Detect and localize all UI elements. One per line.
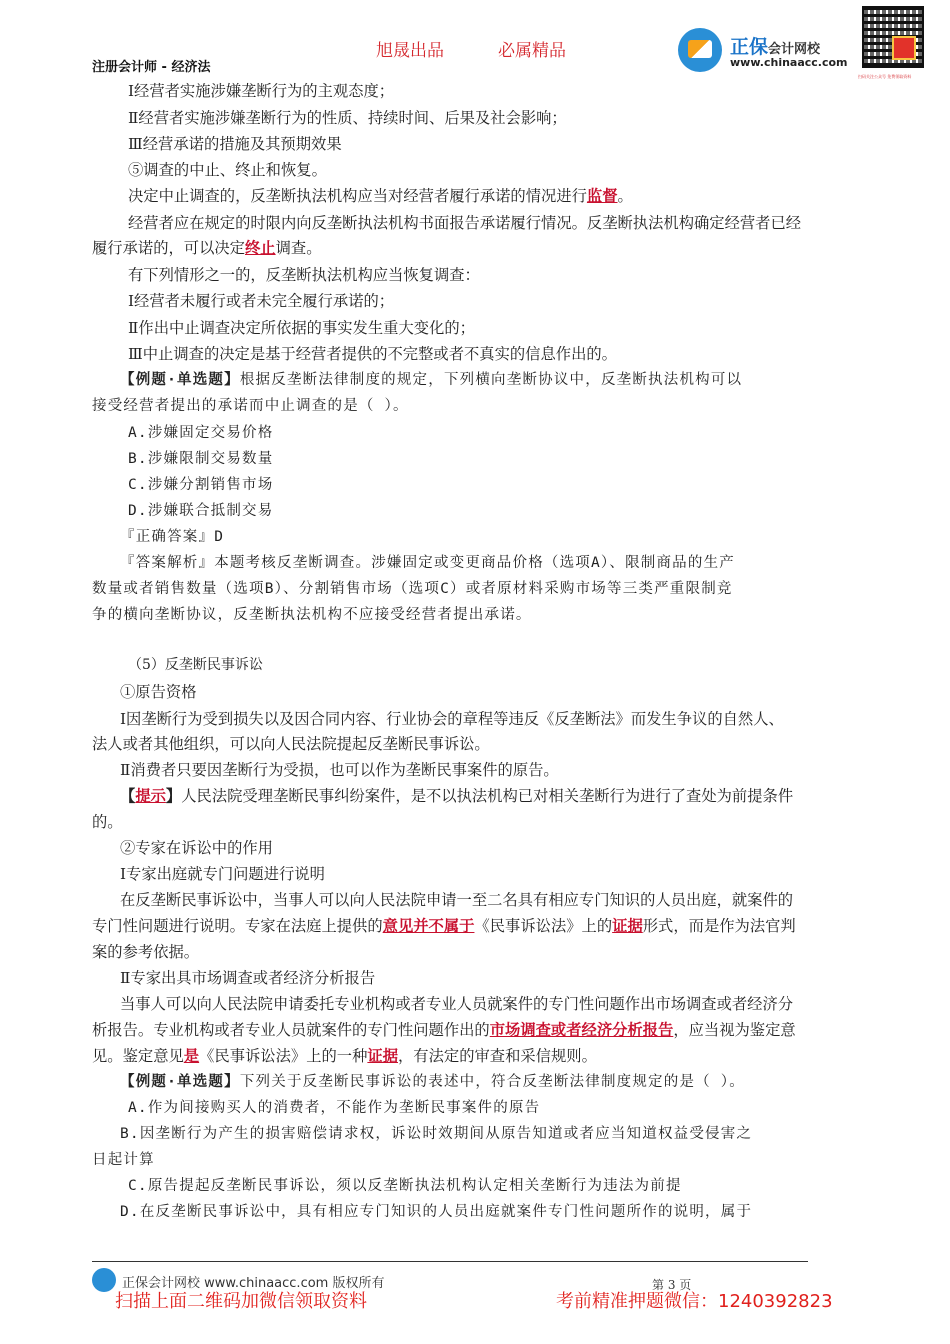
- text-span: ，有法定的审查和采信规则。: [398, 1047, 597, 1065]
- text-line: Ⅱ经营者实施涉嫌垄断行为的性质、持续时间、后果及社会影响；: [128, 109, 567, 127]
- qr-badge-icon: [892, 36, 916, 60]
- answer-explanation: 『答案解析』本题考核反垄断调查。涉嫌固定或变更商品价格（选项A）、限制商品的生产: [120, 555, 735, 571]
- text-line: 法人或者其他组织，可以向人民法院提起反垄断民事诉讼。: [92, 735, 490, 753]
- highlight-terminate: 终止: [244, 239, 276, 257]
- correct-answer: 『正确答案』D: [120, 529, 225, 545]
- option-b: B.因垄断行为产生的损害赔偿请求权，诉讼时效期间从原告知道或者应当知道权益受侵害之: [120, 1126, 753, 1142]
- text-span: 。: [617, 187, 633, 205]
- footer-logo-icon: [92, 1268, 116, 1292]
- text-span: 《民事诉讼法》上的一种: [199, 1047, 368, 1065]
- footer-divider: [92, 1261, 808, 1262]
- text-line: Ⅲ经营承诺的措施及其预期效果: [128, 135, 342, 153]
- text-line: [92, 1018, 796, 1040]
- text-span: 履行承诺的，可以决定: [92, 239, 245, 257]
- highlight-not-evidence: 意见并不属于: [382, 917, 475, 935]
- text-line: Ⅰ专家出庭就专门问题进行说明: [120, 865, 325, 883]
- text-line: Ⅲ中止调查的决定是基于经营者提供的不完整或者不真实的信息作出的。: [128, 345, 617, 363]
- tip-line: [120, 784, 793, 806]
- text-line: [92, 1044, 597, 1066]
- text-line: Ⅰ因垄断行为受到损失以及因合同内容、行业协会的章程等违反《反垄断法》而发生争议的自然人、: [120, 710, 784, 728]
- option-a: A.涉嫌固定交易价格: [128, 425, 274, 441]
- text-line: Ⅰ经营者实施涉嫌垄断行为的主观态度；: [128, 82, 395, 100]
- chinaacc-logo[interactable]: [678, 28, 858, 76]
- text-span: 形式，而是作为法官判: [642, 917, 796, 935]
- qr-caption: 扫码关注公众号 免费领取资料: [858, 74, 912, 79]
- option-d: D.在反垄断民事诉讼中，具有相应专门知识的人员出庭就案件专门性问题所作的说明，属于: [120, 1204, 753, 1220]
- text-span: 人民法院受理垄断民事纠纷案件，是不以执法机构已对相关垄断行为进行了查处为前提条件: [181, 787, 794, 805]
- text-line: Ⅰ经营者未履行或者未完全履行承诺的；: [128, 292, 395, 310]
- text-line: 案的参考依据。: [92, 943, 200, 961]
- logo-suffix: 会计网校: [768, 42, 821, 57]
- text-span: 【: [120, 787, 136, 805]
- text-line: 经营者应在规定的时限内向反垄断执法机构书面报告承诺履行情况。反垄断执法机构确定经营者已经: [128, 214, 802, 232]
- text-line: 在反垄断民事诉讼中，当事人可以向人民法院申请一至二名具有相应专门知识的人员出庭，就案件的: [120, 891, 794, 909]
- text-line: Ⅱ消费者只要因垄断行为受损，也可以作为垄断民事案件的原告。: [120, 761, 559, 779]
- footer-copyright: 正保会计网校 www.chinaacc.com 版权所有: [122, 1276, 385, 1291]
- wechat-banner-left: 扫描上面二维码加微信领取资料: [115, 1291, 367, 1312]
- highlight-supervision: 监督: [586, 187, 618, 205]
- option-a: A.作为间接购买人的消费者，不能作为垄断民事案件的原告: [128, 1100, 541, 1116]
- text-line: ⑤调查的中止、终止和恢复。: [128, 161, 327, 179]
- page-number: 第 3 页: [652, 1278, 692, 1292]
- text-line: 有下列情形之一的，反垄断执法机构应当恢复调查：: [128, 266, 480, 284]
- question-tag: 【例题·单选题】: [120, 1074, 240, 1090]
- section-title: （5）反垄断民事诉讼: [128, 657, 263, 673]
- wechat-banner-right: 考前精准押题微信：1240392823: [556, 1291, 833, 1312]
- logo-name: 正保: [730, 36, 769, 58]
- question-2-stem: [120, 1070, 745, 1091]
- text-span: ，应当视为鉴定意: [673, 1021, 796, 1039]
- text-line: 当事人可以向人民法院申请委托专业机构或者专业人员就案件的专门性问题作出市场调查或者经济分: [120, 995, 794, 1013]
- text-span: 调查。: [275, 239, 322, 257]
- header-brand-left: 旭晟出品: [376, 41, 444, 61]
- tip-label: 提示: [135, 787, 166, 805]
- highlight-market-report: 市场调查或者经济分析报告: [489, 1021, 674, 1039]
- highlight-evidence: 证据: [612, 917, 643, 935]
- option-b: B.涉嫌限制交易数量: [128, 451, 274, 467]
- text-span: 决定中止调查的，反垄断执法机构应当对经营者履行承诺的情况进行: [128, 187, 587, 205]
- logo-text: [730, 32, 820, 59]
- text-line: [92, 914, 796, 936]
- text-line: 的。: [92, 813, 123, 831]
- text-span: 根据反垄断法律制度的规定，下列横向垄断协议中，反垄断执法机构可以: [239, 372, 743, 388]
- question-1-stem-cont: 接受经营者提出的承诺而中止调查的是（ ）。: [92, 398, 409, 414]
- text-span: 见。鉴定意见: [92, 1047, 184, 1065]
- text-span: 】: [165, 787, 182, 805]
- logo-icon: [678, 28, 722, 72]
- text-span: 析报告。专业机构或者专业人员就案件的专门性问题作出的: [92, 1021, 490, 1039]
- header-brand-right: 必属精品: [498, 41, 566, 61]
- option-c: C.原告提起反垄断民事诉讼，须以反垄断执法机构认定相关垄断行为违法为前提: [128, 1178, 682, 1194]
- highlight-evidence: 证据: [367, 1047, 398, 1065]
- text-span: 专门性问题进行说明。专家在法庭上提供的: [92, 917, 383, 935]
- text-line: [92, 236, 322, 258]
- option-c: C.涉嫌分割销售市场: [128, 477, 274, 493]
- highlight-is: 是: [183, 1047, 200, 1065]
- text-line: Ⅱ作出中止调查决定所依据的事实发生重大变化的；: [128, 319, 475, 337]
- text-line: [128, 184, 633, 206]
- logo-url: www.chinaacc.com: [730, 56, 848, 69]
- text-span: 下列关于反垄断民事诉讼的表述中，符合反垄断法律制度规定的是（ ）。: [239, 1074, 745, 1090]
- option-d: D.涉嫌联合抵制交易: [128, 503, 274, 519]
- text-span: 《民事诉讼法》上的: [474, 917, 613, 935]
- subject-title: 注册会计师 - 经济法: [92, 60, 211, 75]
- text-line: ①原告资格: [120, 683, 197, 701]
- question-tag: 【例题·单选题】: [120, 372, 240, 388]
- answer-explanation: 数量或者销售数量（选项B）、分割销售市场（选项C）或者原材料采购市场等三类严重限制竞: [92, 581, 733, 597]
- option-b-cont: 日起计算: [92, 1152, 155, 1168]
- question-1-stem: [120, 368, 742, 389]
- text-line: ②专家在诉讼中的作用: [120, 839, 273, 857]
- text-line: Ⅱ专家出具市场调查或者经济分析报告: [120, 969, 376, 987]
- answer-explanation: 争的横向垄断协议，反垄断执法机构不应接受经营者提出承诺。: [92, 607, 532, 623]
